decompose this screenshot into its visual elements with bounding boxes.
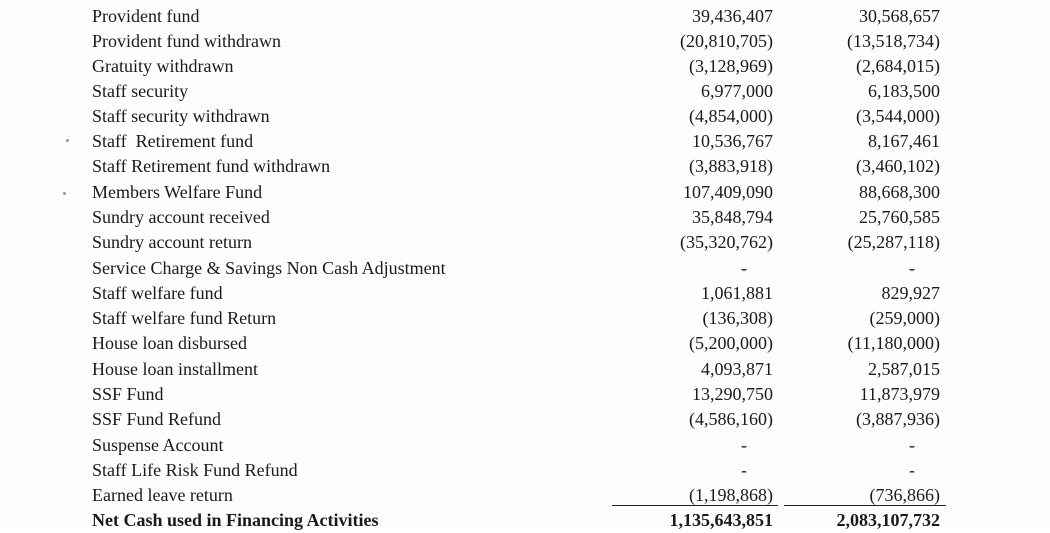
statement-row-gratuity-withdrawn bbox=[0, 54, 1050, 79]
statement-row-staff-retirement-fund bbox=[0, 129, 1050, 154]
statement-row-provident-fund-withdrawn bbox=[0, 29, 1050, 54]
previous-year-value: (3,544,000) bbox=[856, 106, 940, 126]
statement-row-staff-welfare-fund bbox=[0, 281, 1050, 306]
statement-row-net-cash-financing bbox=[0, 508, 1050, 533]
row-label: House loan disbursed bbox=[92, 333, 247, 353]
previous-year-value: - bbox=[909, 460, 915, 480]
row-label: Staff Life Risk Fund Refund bbox=[92, 460, 298, 480]
row-label: Staff security bbox=[92, 81, 189, 101]
row-label: SSF Fund Refund bbox=[92, 409, 222, 429]
subtotal-rule-current bbox=[612, 505, 778, 506]
previous-year-value: 8,167,461 bbox=[868, 131, 940, 151]
current-year-value: - bbox=[741, 258, 747, 278]
previous-year-value: 30,568,657 bbox=[859, 6, 940, 26]
row-label: Staff security withdrawn bbox=[92, 106, 270, 126]
previous-year-value: 829,927 bbox=[881, 283, 940, 303]
current-year-value: (5,200,000) bbox=[689, 333, 773, 353]
current-year-value: 1,061,881 bbox=[701, 283, 773, 303]
total-label: Net Cash used in Financing Activities bbox=[92, 510, 379, 530]
row-label: Provident fund bbox=[92, 6, 200, 26]
previous-year-value: (736,866) bbox=[869, 485, 940, 505]
current-year-value: 39,436,407 bbox=[692, 6, 773, 26]
current-year-value: 35,848,794 bbox=[692, 207, 773, 227]
subtotal-rule-previous bbox=[784, 505, 946, 506]
current-year-value: (3,128,969) bbox=[689, 56, 773, 76]
current-year-value: (1,198,868) bbox=[689, 485, 773, 505]
previous-year-value: - bbox=[909, 435, 915, 455]
statement-row-house-loan-installment bbox=[0, 357, 1050, 382]
previous-year-value: (3,460,102) bbox=[856, 156, 940, 176]
previous-year-value: - bbox=[909, 258, 915, 278]
current-year-value: 6,977,000 bbox=[701, 81, 773, 101]
previous-year-value: 6,183,500 bbox=[868, 81, 940, 101]
current-year-value: (20,810,705) bbox=[680, 31, 773, 51]
statement-row-staff-welfare-fund-return bbox=[0, 306, 1050, 331]
statement-row-staff-security bbox=[0, 79, 1050, 104]
row-label: Staff welfare fund Return bbox=[92, 308, 277, 328]
current-year-value: - bbox=[741, 460, 747, 480]
statement-row-sundry-account-return bbox=[0, 230, 1050, 255]
statement-row-members-welfare-fund bbox=[0, 180, 1050, 205]
current-year-value: (136,308) bbox=[702, 308, 773, 328]
statement-row-ssf-fund-refund bbox=[0, 407, 1050, 432]
row-label: Service Charge & Savings Non Cash Adjustment bbox=[92, 258, 446, 278]
statement-row-staff-life-risk-fund-refund bbox=[0, 458, 1050, 483]
row-label: SSF Fund bbox=[92, 384, 164, 404]
previous-year-value: (25,287,118) bbox=[847, 232, 940, 252]
statement-row-staff-retirement-fund-withdrawn bbox=[0, 154, 1050, 179]
previous-year-value: 11,873,979 bbox=[859, 384, 940, 404]
row-label: Staff Retirement fund bbox=[92, 131, 254, 151]
current-year-value: 4,093,871 bbox=[701, 359, 773, 379]
row-label: Members Welfare Fund bbox=[92, 182, 263, 202]
row-label: Suspense Account bbox=[92, 435, 224, 455]
row-label: Earned leave return bbox=[92, 485, 233, 505]
current-year-value: 107,409,090 bbox=[683, 182, 773, 202]
current-year-value: 13,290,750 bbox=[692, 384, 773, 404]
previous-year-value: 25,760,585 bbox=[859, 207, 940, 227]
current-year-value: (35,320,762) bbox=[680, 232, 773, 252]
statement-row-suspense-account bbox=[0, 433, 1050, 458]
previous-year-value: 2,587,015 bbox=[868, 359, 940, 379]
previous-year-value: (11,180,000) bbox=[847, 333, 940, 353]
previous-year-value: (2,684,015) bbox=[856, 56, 940, 76]
row-label: Staff welfare fund bbox=[92, 283, 223, 303]
row-label: Gratuity withdrawn bbox=[92, 56, 234, 76]
previous-year-value: (13,518,734) bbox=[847, 31, 940, 51]
current-year-value: (3,883,918) bbox=[689, 156, 773, 176]
row-label: Sundry account return bbox=[92, 232, 252, 252]
total-previous-year-value: 2,083,107,732 bbox=[836, 510, 940, 530]
statement-row-staff-security-withdrawn bbox=[0, 104, 1050, 129]
current-year-value: 10,536,767 bbox=[692, 131, 773, 151]
row-label: Sundry account received bbox=[92, 207, 270, 227]
previous-year-value: (3,887,936) bbox=[856, 409, 940, 429]
statement-row-sundry-account-received bbox=[0, 205, 1050, 230]
row-label: House loan installment bbox=[92, 359, 258, 379]
statement-row-provident-fund bbox=[0, 4, 1050, 29]
previous-year-value: 88,668,300 bbox=[859, 182, 940, 202]
statement-row-ssf-fund bbox=[0, 382, 1050, 407]
row-label: Staff Retirement fund withdrawn bbox=[92, 156, 331, 176]
current-year-value: (4,586,160) bbox=[689, 409, 773, 429]
previous-year-value: (259,000) bbox=[869, 308, 940, 328]
statement-row-house-loan-disbursed bbox=[0, 331, 1050, 356]
row-label: Provident fund withdrawn bbox=[92, 31, 281, 51]
current-year-value: - bbox=[741, 435, 747, 455]
statement-row-service-charge-adjustment bbox=[0, 256, 1050, 281]
total-current-year-value: 1,135,643,851 bbox=[669, 510, 773, 530]
current-year-value: (4,854,000) bbox=[689, 106, 773, 126]
